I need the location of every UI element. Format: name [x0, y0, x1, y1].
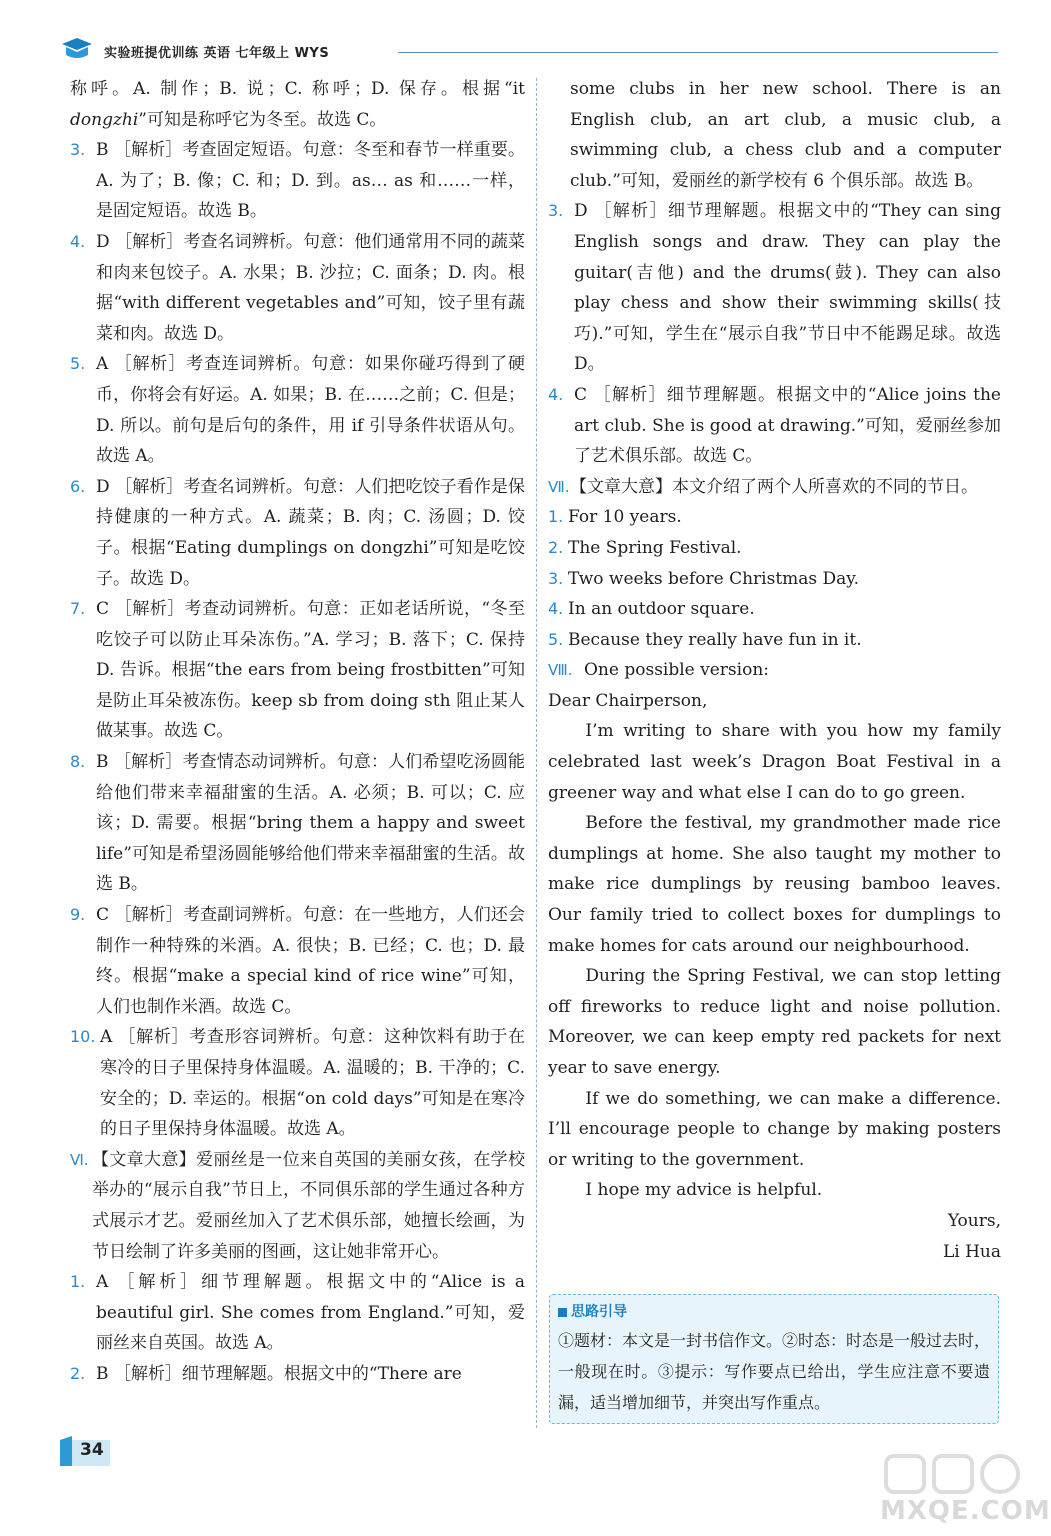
letter-closing: Yours, — [947, 1210, 1001, 1231]
book-logo-icon — [60, 36, 94, 62]
letter-paragraph: If we do something, we can make a difference. I’ll encourage people to change by making posters or writing to the government. — [548, 1088, 1001, 1170]
answer-item: 2. B ［解析］细节理解题。根据文中的“There are — [70, 1363, 462, 1384]
header-rule — [398, 52, 998, 53]
answer-item: 1. A ［解析］细节理解题。根据文中的“Alice is a beautiful girl. She comes from England.”可知，爱丽丝来自英国。故选 A。 — [70, 1272, 525, 1354]
page-number: 34 — [80, 1440, 104, 1460]
short-answer: 3. Two weeks before Christmas Day. — [548, 568, 860, 589]
writing-tips-box — [549, 1294, 999, 1424]
answer-item: 10. A ［解析］考查形容词辨析。句意：这种饮料有助于在寒冷的日子里保持身体温暖。A. 温暖的；B. 干净的；C. 安全的；D. 幸运的。根据“on cold days”可知是在寒冷的日子里保持身体温暖。故选 A。 — [70, 1027, 525, 1140]
short-answer: 1. For 10 years. — [548, 507, 682, 528]
answer-item: 7. C ［解析］考查动词辨析。句意：正如老话所说，“冬至吃饺子可以防止耳朵冻伤。”A. 学习；B. 落下；C. 保持 D. 告诉。根据“the ears from being frostbitten”可知是防止耳朵被冻伤。keep sb from doing sth 阻止某人做某事。故选 C。 — [70, 599, 525, 742]
watermark-logo-icon — [880, 1450, 1025, 1498]
tips-title: 思路引导 — [558, 1301, 627, 1321]
answer-item: 4. D ［解析］考查名词辨析。句意：他们通常用不同的蔬菜和肉来包饺子。A. 水果；B. 沙拉；C. 面条；D. 肉。根据“with different vegetables and”可知，饺子里有蔬菜和肉。故选 D。 — [70, 231, 525, 344]
square-bullet-icon — [558, 1308, 567, 1317]
short-answer: 4. In an outdoor square. — [548, 599, 755, 620]
tips-body: ①题材：本文是一封书信作文。②时态：时态是一般过去时，一般现在时。③提示：写作要点已给出，学生应注意不要遗漏，适当增加细节，并突出写作重点。 — [558, 1331, 991, 1412]
right-column — [548, 74, 1001, 1267]
letter-paragraph: Before the festival, my grandmother made rice dumplings at home. She also taught my mother to make rice dumplings by reusing bamboo leaves. Our family tried to collect boxes for dumplings to make homes for cats around our neighbourhood. — [548, 813, 1001, 956]
short-answer: 2. The Spring Festival. — [548, 537, 742, 558]
answer-item: 3. D ［解析］细节理解题。根据文中的“They can sing English songs and draw. They can play the guitar(吉他) and the drums(鼓). They can also play chess and show their swimming skills(技巧).”可知，学生在“展示自我”节日中不能踢足球。故选 D。 — [548, 201, 1001, 375]
section-7-summary: Ⅶ. 【文章大意】本文介绍了两个人所喜欢的不同的节日。 — [548, 476, 978, 497]
short-answer: 5. Because they really have fun in it. — [548, 629, 862, 650]
watermark — [880, 1450, 1051, 1530]
letter-paragraph: I hope my advice is helpful. — [585, 1180, 823, 1201]
watermark-text: MXQE.COM — [880, 1496, 1051, 1526]
header-title: 实验班提优训练 英语 七年级上 WYS — [104, 46, 330, 61]
letter-paragraph: I’m writing to share with you how my family celebrated last week’s Dragon Boat Festival in a greener way and what else I can do to go green. — [548, 721, 1001, 803]
page-header — [60, 36, 1000, 66]
item-2-continuation: 称呼。A. 制作；B. 说；C. 称呼；D. 保存。根据“it dongzhi”可知是称呼它为冬至。故选 C。 — [70, 79, 525, 130]
answer-item: 5. A ［解析］考查连词辨析。句意：如果你碰巧得到了硬币，你将会有好运。A. 如果；B. 在……之前；C. 但是；D. 所以。前句是后句的条件，用 if 引导条件状语从句。故选 A。 — [70, 354, 525, 467]
answer-item: 6. D ［解析］考查名词辨析。句意：人们把吃饺子看作是保持健康的一种方式。A. 蔬菜；B. 肉；C. 汤圆；D. 饺子。根据“Eating dumplings on dongzhi”可知是吃饺子。故选 D。 — [70, 476, 525, 589]
column-divider — [536, 78, 537, 1428]
letter-signature: Li Hua — [942, 1241, 1001, 1262]
section-8-heading: Ⅷ. One possible version: — [548, 660, 769, 681]
answer-item: 9. C ［解析］考查副词辨析。句意：在一些地方，人们还会制作一种特殊的米酒。A. 很快；B. 已经；C. 也；D. 最终。根据“make a special kind of rice wine”可知，人们也制作米酒。故选 C。 — [70, 905, 525, 1017]
item-2-continuation: some clubs in her new school. There is an English club, an art club, a music club, a swimming club, a chess club and a computer club.”可知，爱丽丝的新学校有 6 个俱乐部。故选 B。 — [570, 79, 1001, 191]
left-column — [70, 74, 525, 1390]
section-6-summary: Ⅵ. 【文章大意】爱丽丝是一位来自英国的美丽女孩，在学校举办的“展示自我”节日上，不同俱乐部的学生通过各种方式展示才艺。爱丽丝加入了艺术俱乐部，她擅长绘画，为节日绘制了许多美丽的图画，这让她非常开心。 — [70, 1149, 525, 1262]
letter-salutation: Dear Chairperson, — [548, 690, 708, 711]
answer-item: 4. C ［解析］细节理解题。根据文中的“Alice joins the art club. She is good at drawing.”可知，爱丽丝参加了艺术俱乐部。故选 C。 — [548, 384, 1001, 467]
answer-item: 3. B ［解析］考查固定短语。句意：冬至和春节一样重要。A. 为了；B. 像；C. 和；D. 到。as… as 和……一样，是固定短语。故选 B。 — [70, 140, 525, 222]
answer-item: 8. B ［解析］考查情态动词辨析。句意：人们希望吃汤圆能给他们带来幸福甜蜜的生活。A. 必须；B. 可以；C. 应该；D. 需要。根据“bring them a happy and sweet life”可知是希望汤圆能够给他们带来幸福甜蜜的生活。故选 B。 — [70, 752, 525, 895]
letter-paragraph: During the Spring Festival, we can stop letting off fireworks to reduce light and noise pollution. Moreover, we can keep empty red packets for next year to save energy. — [548, 966, 1001, 1078]
page-number-badge — [60, 1436, 110, 1466]
